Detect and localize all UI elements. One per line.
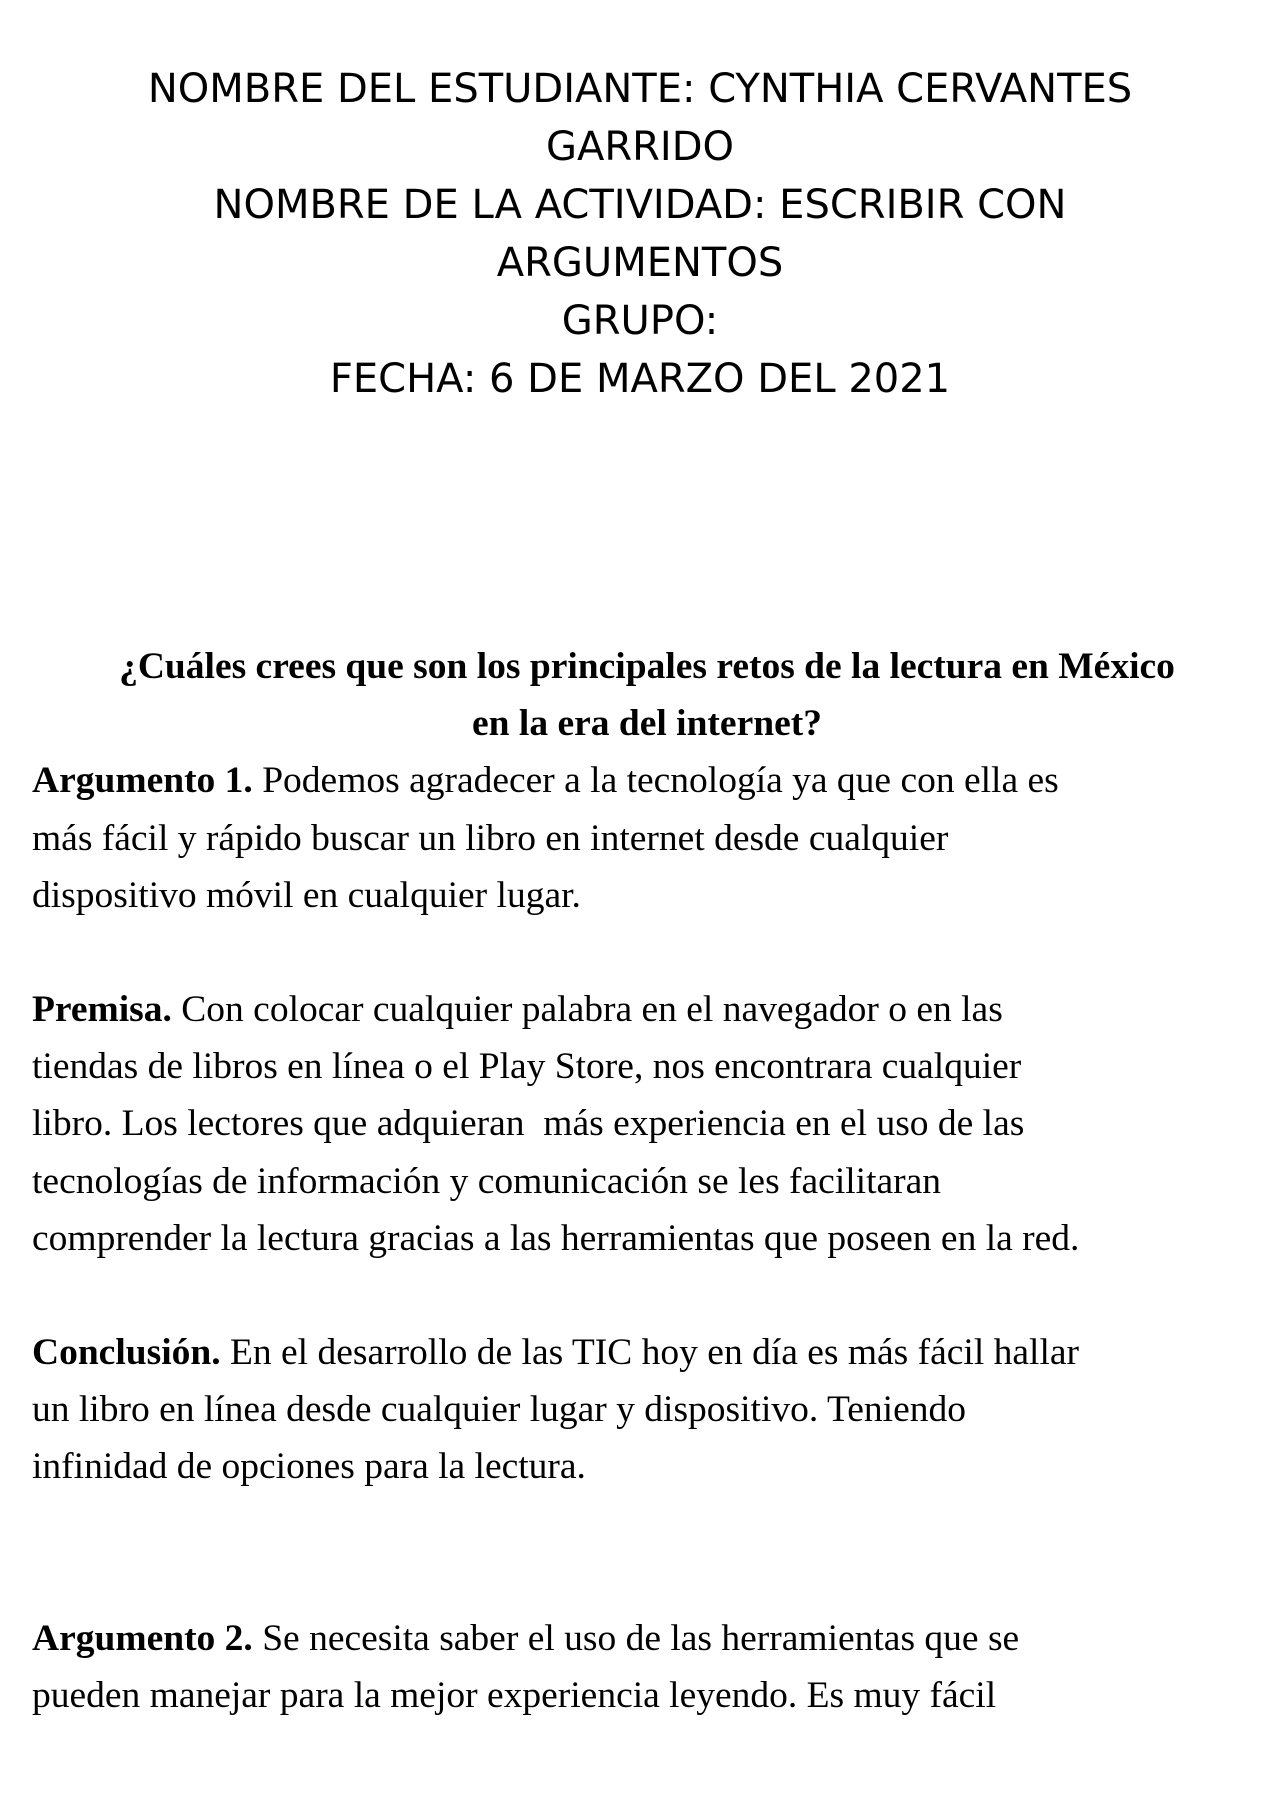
question-line-2: en la era del internet?: [472, 703, 822, 745]
argument-2-paragraph: [32, 1610, 1262, 1724]
paragraph-spacer: [32, 1267, 1262, 1324]
argument-1-paragraph: [32, 752, 1262, 924]
premise-label: Premisa.: [32, 989, 172, 1031]
premise-line-2: tiendas de libros en línea o el Play Store, nos encontrara cualquier: [32, 1046, 1022, 1088]
activity-name-line: NOMBRE DE LA ACTIVIDAD: ESCRIBIR CON: [213, 182, 1067, 228]
conclusion-line-2: un libro en línea desde cualquier lugar y dispositivo. Teniendo: [32, 1389, 966, 1431]
student-name-line: NOMBRE DEL ESTUDIANTE: CYNTHIA CERVANTES: [147, 66, 1133, 112]
argument-1-line-2: más fácil y rápido buscar un libro en internet desde cualquier: [32, 817, 949, 859]
premise-line-4: tecnologías de información y comunicación se les facilitaran: [32, 1160, 942, 1202]
conclusion-line-3: infinidad de opciones para la lectura.: [32, 1446, 586, 1488]
conclusion-line-1: En el desarrollo de las TIC hoy en día es más fácil hallar: [220, 1332, 1080, 1374]
document-header: [80, 60, 1200, 408]
argument-1-line-3: dispositivo móvil en cualquier lugar.: [32, 874, 581, 916]
argument-1-line-1: Podemos agradecer a la tecnología ya que con ella es: [252, 760, 1059, 802]
paragraph-spacer: [32, 1496, 1262, 1610]
premise-paragraph: [32, 981, 1262, 1267]
document-body: [32, 638, 1262, 1724]
conclusion-paragraph: [32, 1324, 1262, 1496]
question-heading: [32, 638, 1262, 752]
activity-name-line-continued: ARGUMENTOS: [496, 240, 784, 286]
argument-2-line-1: Se necesita saber el uso de las herramientas que se: [252, 1617, 1020, 1659]
group-line: GRUPO:: [561, 298, 719, 344]
student-name-line-continued: GARRIDO: [545, 124, 735, 170]
date-line: FECHA: 6 DE MARZO DEL 2021: [329, 356, 951, 402]
argument-2-label: Argumento 2.: [32, 1617, 253, 1659]
paragraph-spacer: [32, 924, 1262, 981]
premise-line-1: Con colocar cualquier palabra en el navegador o en las: [171, 989, 1003, 1031]
premise-line-5: comprender la lectura gracias a las herramientas que poseen en la red.: [32, 1217, 1080, 1259]
question-line-1: ¿Cuáles crees que son los principales retos de la lectura en México: [119, 646, 1175, 687]
premise-line-3: libro. Los lectores que adquieran más experiencia en el uso de las: [32, 1103, 1025, 1145]
argument-1-label: Argumento 1.: [32, 760, 253, 802]
argument-2-line-2: pueden manejar para la mejor experiencia leyendo. Es muy fácil: [32, 1674, 997, 1716]
conclusion-label: Conclusión.: [32, 1332, 221, 1374]
